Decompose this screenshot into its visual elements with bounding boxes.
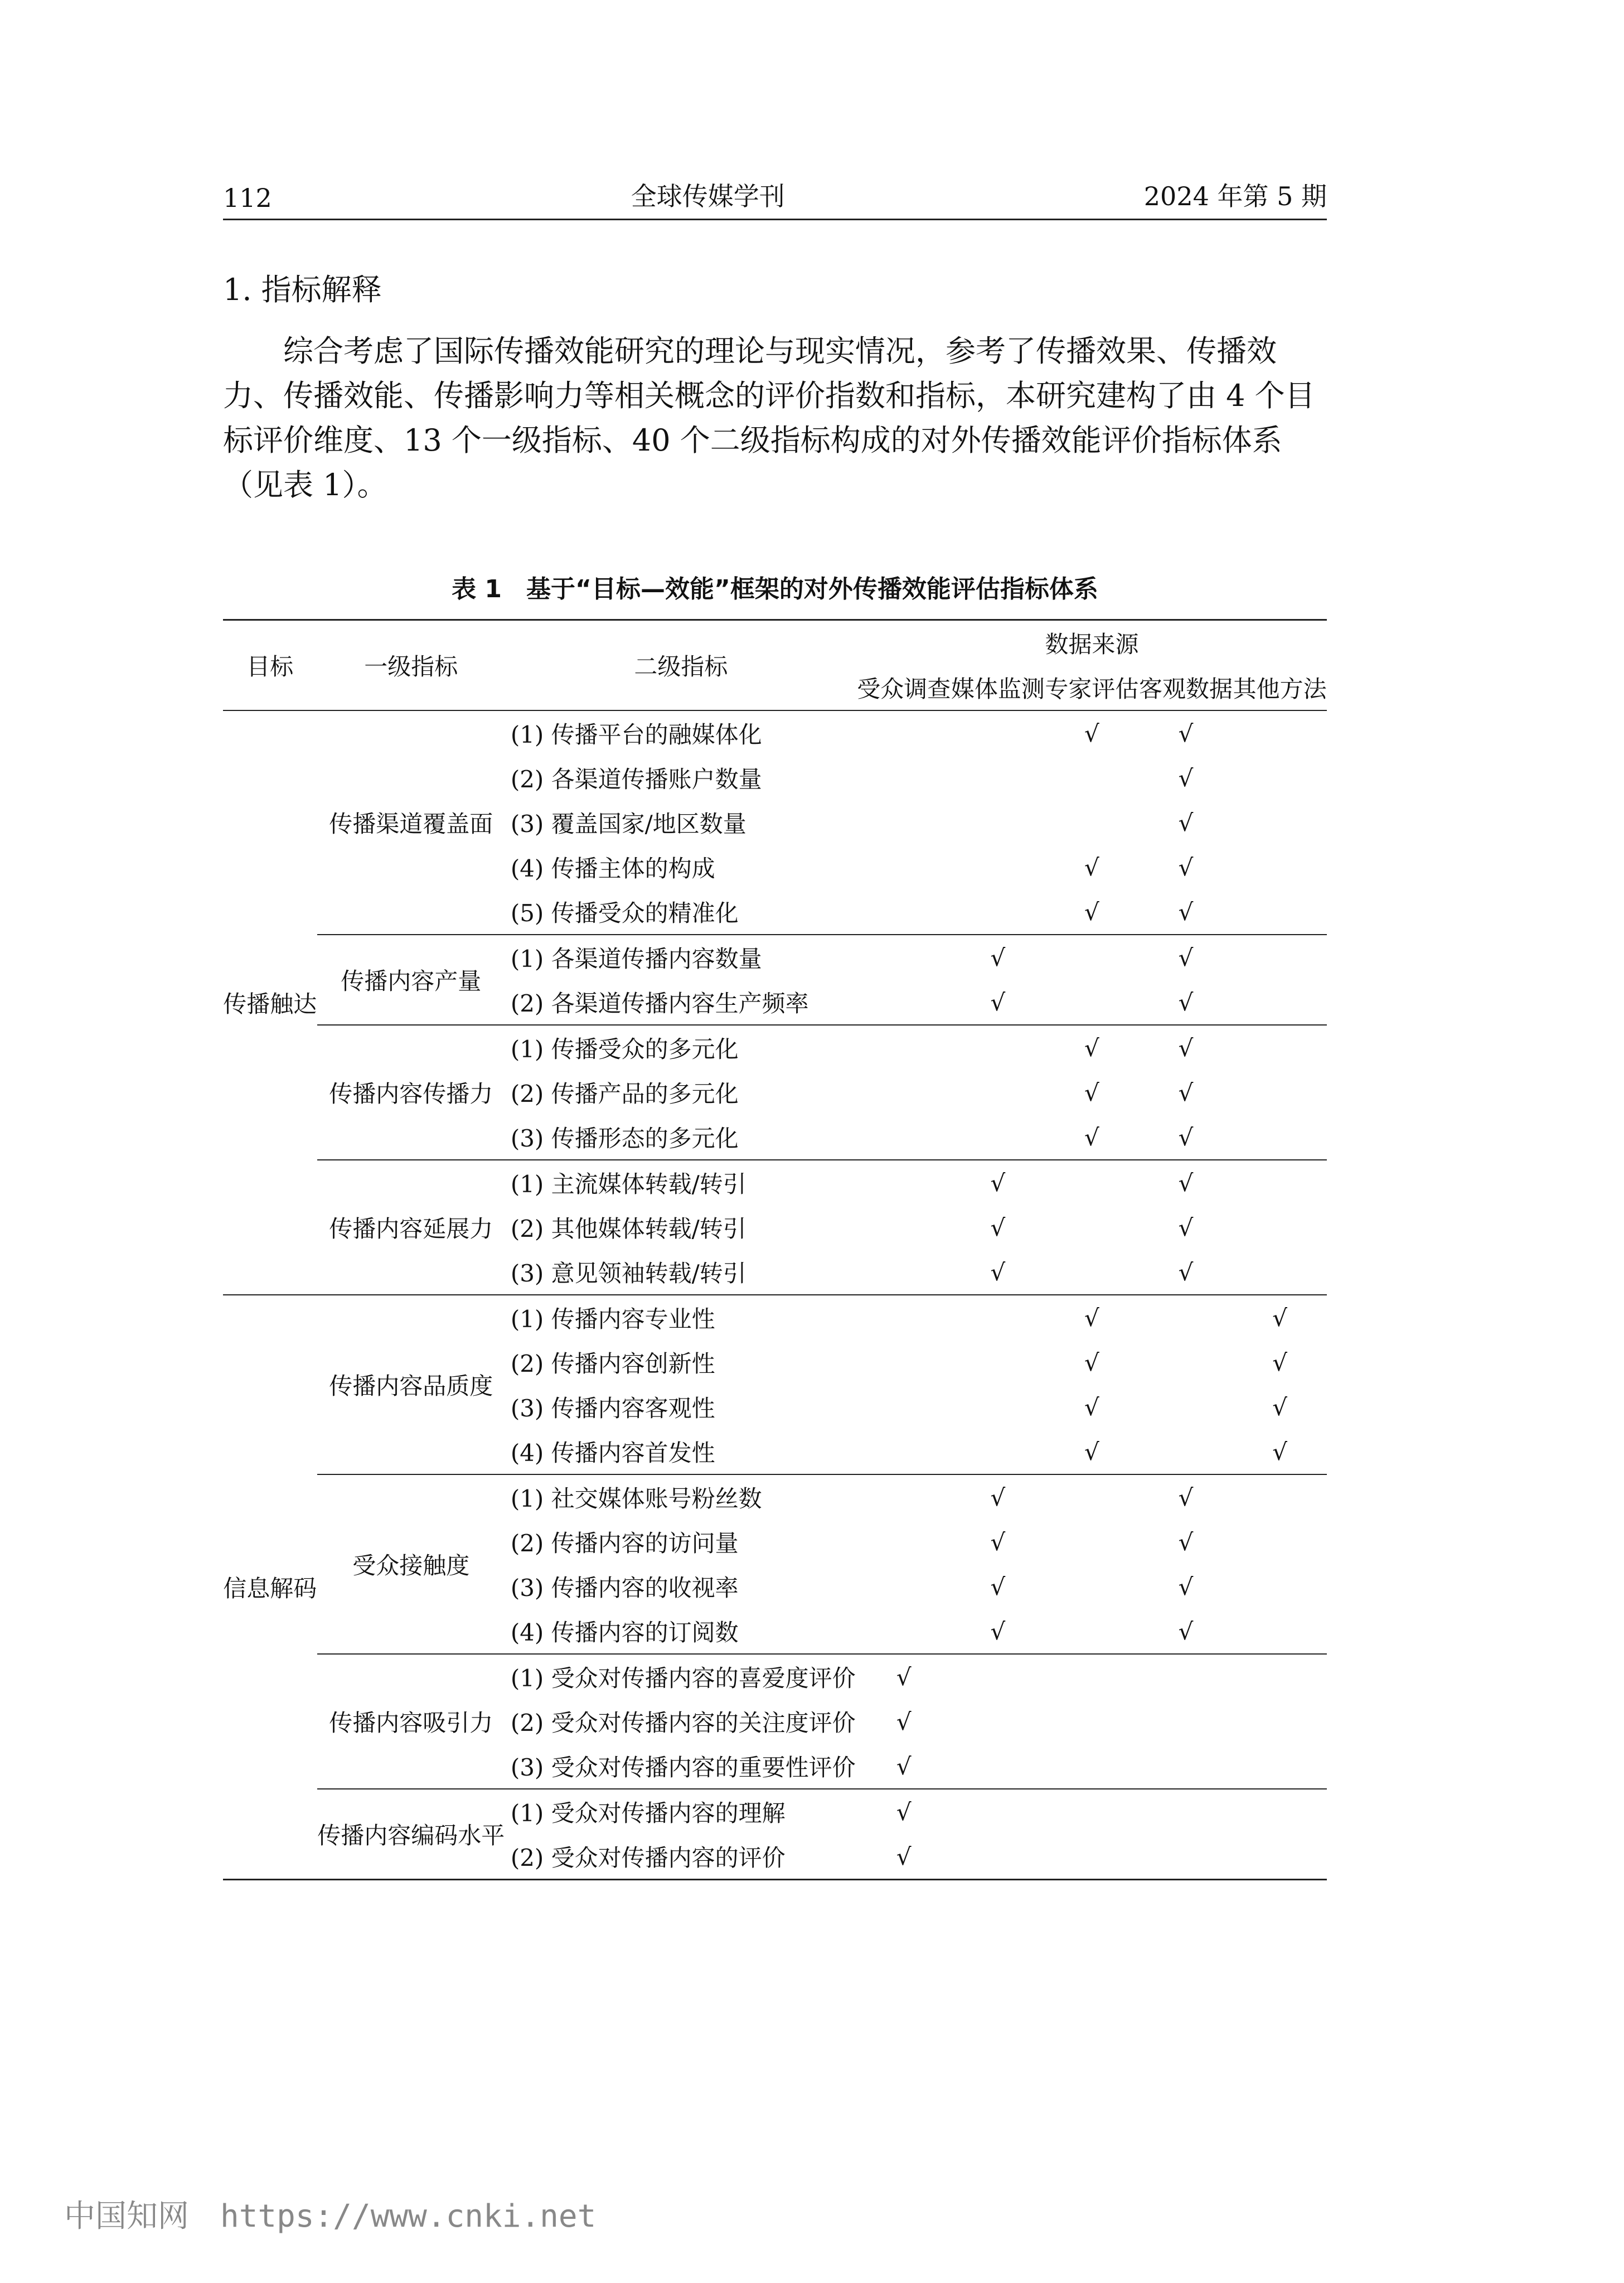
check-cell (951, 1429, 1045, 1474)
check-cell: √ (1178, 809, 1194, 836)
check-cell (1233, 800, 1327, 845)
journal-name: 全球传媒学刊 (631, 181, 785, 211)
primary-indicator: 传播内容吸引力 (317, 1654, 505, 1789)
primary-indicator: 传播内容产量 (317, 935, 505, 1025)
check-cell (951, 1789, 1045, 1834)
check-cell (1045, 1834, 1139, 1880)
check-cell (951, 889, 1045, 935)
check-cell (857, 845, 951, 889)
check-cell: √ (896, 1752, 912, 1780)
col-header: 一级指标 (364, 653, 458, 680)
check-cell (1233, 889, 1327, 935)
check-cell (857, 1429, 951, 1474)
primary-indicator: 受众接触度 (317, 1474, 505, 1654)
check-cell (951, 1295, 1045, 1340)
check-cell: √ (990, 1617, 1006, 1645)
check-cell (857, 1474, 951, 1520)
secondary-indicator: (1) 受众对传播内容的理解 (505, 1789, 857, 1834)
secondary-indicator: (2) 受众对传播内容的评价 (510, 1844, 786, 1871)
check-cell: √ (1178, 1528, 1194, 1556)
check-cell: √ (1178, 1078, 1194, 1106)
check-cell: √ (1045, 1025, 1139, 1070)
check-cell (1233, 1115, 1327, 1160)
table-row (223, 1160, 1327, 1205)
check-cell (1045, 1744, 1139, 1789)
check-cell (857, 935, 951, 980)
check-cell: √ (1084, 1078, 1099, 1106)
check-cell: √ (1084, 1438, 1099, 1465)
secondary-indicator: (2) 传播内容创新性 (510, 1350, 715, 1377)
check-cell (857, 1205, 951, 1250)
check-cell: √ (1178, 1573, 1194, 1600)
check-cell (1233, 1699, 1327, 1744)
primary-indicator: 传播渠道覆盖面 (317, 710, 505, 935)
check-cell (1045, 800, 1139, 845)
check-cell (1233, 756, 1327, 800)
check-cell (1045, 1699, 1139, 1744)
check-cell (1233, 980, 1327, 1025)
check-cell (951, 1834, 1045, 1880)
col-header: 二级指标 (634, 653, 728, 680)
check-cell: √ (896, 1708, 912, 1735)
check-cell (1139, 1429, 1233, 1474)
check-cell: √ (990, 988, 1006, 1016)
check-cell (1139, 1385, 1233, 1429)
check-cell (951, 1699, 1045, 1744)
indicator-table (223, 619, 1327, 1880)
check-cell: √ (1233, 1295, 1327, 1340)
secondary-indicator: (5) 传播受众的精准化 (510, 899, 739, 927)
check-cell: √ (1084, 1393, 1099, 1421)
check-cell: √ (1178, 1617, 1194, 1645)
col-header: 专家评估 (1045, 675, 1139, 703)
primary-indicator: 传播内容延展力 (317, 1160, 505, 1295)
primary-indicator: 传播内容品质度 (317, 1295, 505, 1474)
secondary-indicator: (1) 传播受众的多元化 (505, 1025, 857, 1070)
secondary-indicator: (3) 传播内容的收视率 (510, 1574, 739, 1602)
col-header: 客观数据 (1139, 675, 1233, 703)
issue: 2024 年第 5 期 (1143, 181, 1327, 211)
check-cell: √ (1084, 898, 1099, 926)
check-cell (1139, 1834, 1233, 1880)
secondary-indicator: (1) 社交媒体账号粉丝数 (505, 1474, 857, 1520)
check-cell: √ (1084, 1123, 1099, 1151)
col-header: 目标 (246, 653, 294, 680)
check-cell (1139, 1789, 1233, 1834)
secondary-indicator: (1) 受众对传播内容的喜爱度评价 (505, 1654, 857, 1699)
check-cell: √ (1084, 1348, 1099, 1376)
secondary-indicator: (3) 受众对传播内容的重要性评价 (510, 1754, 856, 1781)
table-row (223, 1474, 1327, 1520)
check-cell (1233, 1834, 1327, 1880)
check-cell (1045, 1160, 1139, 1205)
check-cell (1139, 1295, 1233, 1340)
check-cell: √ (1178, 1123, 1194, 1151)
check-cell (1045, 756, 1139, 800)
watermark: 中国知网 https://www.cnki.net (64, 2198, 597, 2234)
secondary-indicator: (1) 各渠道传播内容数量 (505, 935, 857, 980)
check-cell (951, 845, 1045, 889)
secondary-indicator: (4) 传播内容首发性 (510, 1439, 715, 1467)
table-row (223, 1025, 1327, 1070)
table-row (223, 1789, 1327, 1834)
check-cell: √ (990, 1213, 1006, 1241)
check-cell (1233, 1205, 1327, 1250)
check-cell: √ (1178, 764, 1194, 792)
check-cell (857, 1160, 951, 1205)
secondary-indicator: (2) 传播内容的访问量 (510, 1530, 739, 1557)
check-cell: √ (857, 1789, 951, 1834)
secondary-indicator: (4) 传播内容的订阅数 (510, 1619, 739, 1646)
check-cell: √ (990, 1528, 1006, 1556)
check-cell (857, 889, 951, 935)
check-cell (1045, 1474, 1139, 1520)
check-cell: √ (1139, 1160, 1233, 1205)
check-cell (857, 1025, 951, 1070)
check-cell (951, 1340, 1045, 1385)
secondary-indicator: (3) 意见领袖转载/转引 (510, 1260, 746, 1287)
check-cell (951, 1025, 1045, 1070)
check-cell (1233, 710, 1327, 756)
page-header (223, 173, 1327, 220)
check-cell (1233, 1609, 1327, 1654)
check-cell (857, 710, 951, 756)
check-cell: √ (857, 1654, 951, 1699)
col-header: 数据来源 (1045, 631, 1139, 658)
primary-indicator: 传播内容传播力 (317, 1025, 505, 1160)
secondary-indicator: (2) 受众对传播内容的关注度评价 (510, 1709, 856, 1737)
check-cell (951, 1070, 1045, 1115)
check-cell: √ (1084, 719, 1099, 747)
check-cell (1233, 1250, 1327, 1295)
secondary-indicator: (1) 传播内容专业性 (505, 1295, 857, 1340)
col-header: 其他方法 (1233, 675, 1327, 703)
check-cell (1233, 1520, 1327, 1564)
secondary-indicator: (3) 覆盖国家/地区数量 (510, 810, 746, 838)
check-cell: √ (990, 1258, 1006, 1286)
check-cell (951, 1654, 1045, 1699)
check-cell (1139, 1699, 1233, 1744)
goal-cell: 传播触达 (223, 990, 317, 1018)
page-number: 112 (223, 183, 272, 213)
secondary-indicator: (1) 主流媒体转载/转引 (505, 1160, 857, 1205)
check-cell: √ (990, 1573, 1006, 1600)
check-cell: √ (1178, 1213, 1194, 1241)
check-cell (857, 1340, 951, 1385)
check-cell (1233, 1564, 1327, 1609)
check-cell (1045, 1564, 1139, 1609)
check-cell (1233, 1789, 1327, 1834)
table-row (223, 710, 1327, 756)
check-cell (951, 1744, 1045, 1789)
check-cell (1045, 935, 1139, 980)
check-cell (951, 710, 1045, 756)
check-cell: √ (951, 1474, 1045, 1520)
check-cell (1233, 1474, 1327, 1520)
check-cell: √ (1178, 988, 1194, 1016)
check-cell: √ (951, 935, 1045, 980)
col-header: 媒体监测 (951, 675, 1045, 703)
check-cell (951, 800, 1045, 845)
check-cell (1233, 1025, 1327, 1070)
check-cell (951, 756, 1045, 800)
check-cell: √ (1178, 1258, 1194, 1286)
table-row (223, 1295, 1327, 1340)
check-cell (1233, 935, 1327, 980)
primary-indicator: 传播内容编码水平 (317, 1789, 505, 1880)
check-cell (857, 800, 951, 845)
secondary-indicator: (3) 传播内容客观性 (510, 1395, 715, 1422)
check-cell (1045, 980, 1139, 1025)
check-cell: √ (1139, 1025, 1233, 1070)
check-cell: √ (1272, 1438, 1288, 1465)
check-cell (1233, 1070, 1327, 1115)
secondary-indicator: (3) 传播形态的多元化 (510, 1125, 739, 1152)
check-cell (857, 756, 951, 800)
table-row (223, 935, 1327, 980)
secondary-indicator: (2) 各渠道传播内容生产频率 (510, 990, 809, 1017)
check-cell (857, 1609, 951, 1654)
check-cell (1045, 1520, 1139, 1564)
secondary-indicator: (2) 各渠道传播账户数量 (510, 766, 762, 793)
check-cell (1139, 1744, 1233, 1789)
check-cell: √ (1272, 1348, 1288, 1376)
check-cell: √ (1139, 935, 1233, 980)
goal-cell: 信息解码 (223, 1575, 317, 1602)
check-cell: √ (1084, 853, 1099, 881)
secondary-indicator: (2) 其他媒体转载/转引 (510, 1215, 746, 1242)
secondary-indicator: (2) 传播产品的多元化 (510, 1080, 739, 1107)
check-cell: √ (1178, 719, 1194, 747)
check-cell (857, 1295, 951, 1340)
check-cell (1233, 1744, 1327, 1789)
check-cell: √ (1178, 853, 1194, 881)
check-cell (857, 1564, 951, 1609)
check-cell (1139, 1340, 1233, 1385)
check-cell (857, 980, 951, 1025)
secondary-indicator: (1) 传播平台的融媒体化 (510, 721, 762, 748)
check-cell (951, 1115, 1045, 1160)
col-header: 受众调查 (857, 675, 951, 703)
check-cell: √ (1178, 898, 1194, 926)
check-cell (1139, 1654, 1233, 1699)
check-cell (1233, 1654, 1327, 1699)
check-cell (1233, 845, 1327, 889)
check-cell (951, 1385, 1045, 1429)
check-cell (1045, 1250, 1139, 1295)
check-cell (857, 1385, 951, 1429)
check-cell (857, 1520, 951, 1564)
section-heading: 1. 指标解释 (223, 272, 382, 307)
body-paragraph: 综合考虑了国际传播效能研究的理论与现实情况，参考了传播效果、传播效力、传播效能、传播影响力等相关概念的评价指数和指标，本研究建构了由 4 个目标评价维度、13 个一级指标、40 个二级指标构成的对外传播效能评价指标体系（见表 1）。 (223, 333, 1315, 502)
table-title: 表 1 基于“目标—效能”框架的对外传播效能评估指标体系 (452, 575, 1098, 603)
check-cell: √ (1272, 1393, 1288, 1421)
check-cell (1045, 1789, 1139, 1834)
secondary-indicator: (4) 传播主体的构成 (510, 855, 715, 882)
check-cell: √ (951, 1160, 1045, 1205)
check-cell (1045, 1609, 1139, 1654)
check-cell: √ (896, 1842, 912, 1870)
check-cell (1045, 1205, 1139, 1250)
check-cell (857, 1070, 951, 1115)
check-cell (1233, 1160, 1327, 1205)
check-cell: √ (1139, 1474, 1233, 1520)
table-row (223, 1654, 1327, 1699)
check-cell (1045, 1654, 1139, 1699)
check-cell (857, 1115, 951, 1160)
check-cell: √ (1045, 1295, 1139, 1340)
check-cell (857, 1250, 951, 1295)
